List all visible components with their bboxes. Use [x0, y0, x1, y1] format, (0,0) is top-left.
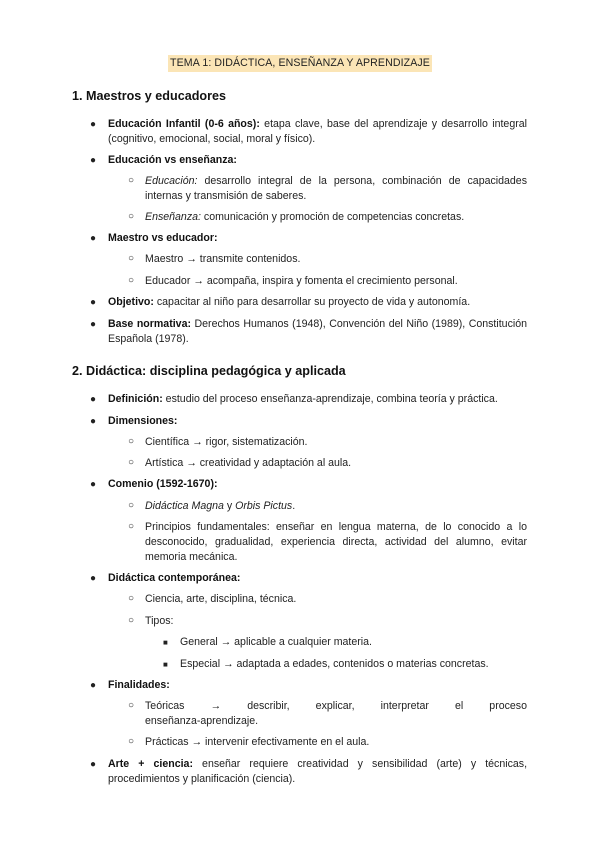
sub-list-item: ○ Educación: desarrollo integral de la persona, combinación de capacidades internas y transmisión de saberes. [128, 175, 527, 202]
sub-list-item: ○ Principios fundamentales: enseñar en lengua materna, de lo conocido a lo desconocido, gradualidad, experiencia directa, actividad del alumno, evitar memoria mecánica. [128, 521, 527, 563]
circle-bullet-icon: ○ [128, 175, 135, 186]
bullet-icon: ● [90, 297, 97, 308]
bullet-icon: ● [90, 233, 97, 244]
sub-list-item: ○ Científica → rigor, sistematización. [128, 436, 308, 448]
list-item: ● Educación vs enseñanza: [90, 154, 237, 166]
circle-bullet-icon: ○ [128, 736, 135, 747]
bullet-icon: ● [90, 155, 97, 166]
circle-bullet-icon: ○ [128, 457, 135, 468]
section-1-heading: 1. Maestros y educadores [72, 89, 226, 103]
circle-bullet-icon: ○ [128, 275, 135, 286]
bullet-icon: ● [90, 573, 97, 584]
list-item: ● Definición: estudio del proceso enseñanza-aprendizaje, combina teoría y práctica. [90, 393, 498, 405]
list-item: ● Finalidades: [90, 679, 170, 691]
square-bullet-icon: ■ [163, 638, 168, 647]
list-item: ● Arte + ciencia: enseñar requiere creatividad y sensibilidad (arte) y técnicas, procedimientos y planificación (ciencia). [90, 758, 528, 785]
bullet-icon: ● [90, 319, 97, 330]
sub-list-item: ○ Teóricas → describir, explicar, interpretar el proceso enseñanza-aprendizaje. [128, 700, 527, 727]
circle-bullet-icon: ○ [128, 500, 135, 511]
list-item: ● Dimensiones: [90, 415, 178, 427]
square-bullet-icon: ■ [163, 660, 168, 669]
bullet-icon: ● [90, 416, 97, 427]
list-item: ● Base normativa: Derechos Humanos (1948), Convención del Niño (1989), Constitución Española (1978). [90, 318, 527, 345]
bullet-icon: ● [90, 119, 97, 130]
sub-list-item: ○ Ciencia, arte, disciplina, técnica. [128, 593, 297, 605]
sub-sub-list-item: ■ Especial → adaptada a edades, contenidos o materias concretas. [163, 658, 489, 670]
title-container [0, 55, 600, 72]
sub-list-item: ○ Didáctica Magna y Orbis Pictus. [128, 500, 296, 512]
sub-list-item: ○ Prácticas → intervenir efectivamente en el aula. [128, 736, 370, 748]
circle-bullet-icon: ○ [128, 521, 135, 532]
list-item: ● Maestro vs educador: [90, 232, 218, 244]
circle-bullet-icon: ○ [128, 700, 135, 711]
bullet-icon: ● [90, 680, 97, 691]
circle-bullet-icon: ○ [128, 436, 135, 447]
list-item: ● Didáctica contemporánea: [90, 572, 241, 584]
list-item: ● Comenio (1592-1670): [90, 478, 218, 490]
bullet-icon: ● [90, 394, 97, 405]
circle-bullet-icon: ○ [128, 211, 135, 222]
bullet-icon: ● [90, 479, 97, 490]
list-item: ● Educación Infantil (0-6 años): etapa clave, base del aprendizaje y desarrollo integral (cognitivo, emocional, social, moral y físico). [90, 118, 527, 145]
sub-list-item: ○ Enseñanza: comunicación y promoción de competencias concretas. [128, 211, 465, 223]
sub-sub-list-item: ■ General → aplicable a cualquier materia. [163, 636, 372, 648]
page-title: TEMA 1: DIDÁCTICA, ENSEÑANZA Y APRENDIZAJE [168, 55, 432, 72]
circle-bullet-icon: ○ [128, 615, 135, 626]
circle-bullet-icon: ○ [128, 253, 135, 264]
circle-bullet-icon: ○ [128, 593, 135, 604]
bullet-icon: ● [90, 759, 97, 770]
list-item: ● Objetivo: capacitar al niño para desarrollar su proyecto de vida y autonomía. [90, 296, 471, 308]
sub-list-item: ○ Artística → creatividad y adaptación al aula. [128, 457, 352, 469]
sub-list-item: ○ Educador → acompaña, inspira y fomenta el crecimiento personal. [128, 275, 458, 287]
sub-list-item: ○ Tipos: [128, 615, 174, 627]
sub-list-item: ○ Maestro → transmite contenidos. [128, 253, 301, 265]
section-2-heading: 2. Didáctica: disciplina pedagógica y aplicada [72, 364, 346, 378]
